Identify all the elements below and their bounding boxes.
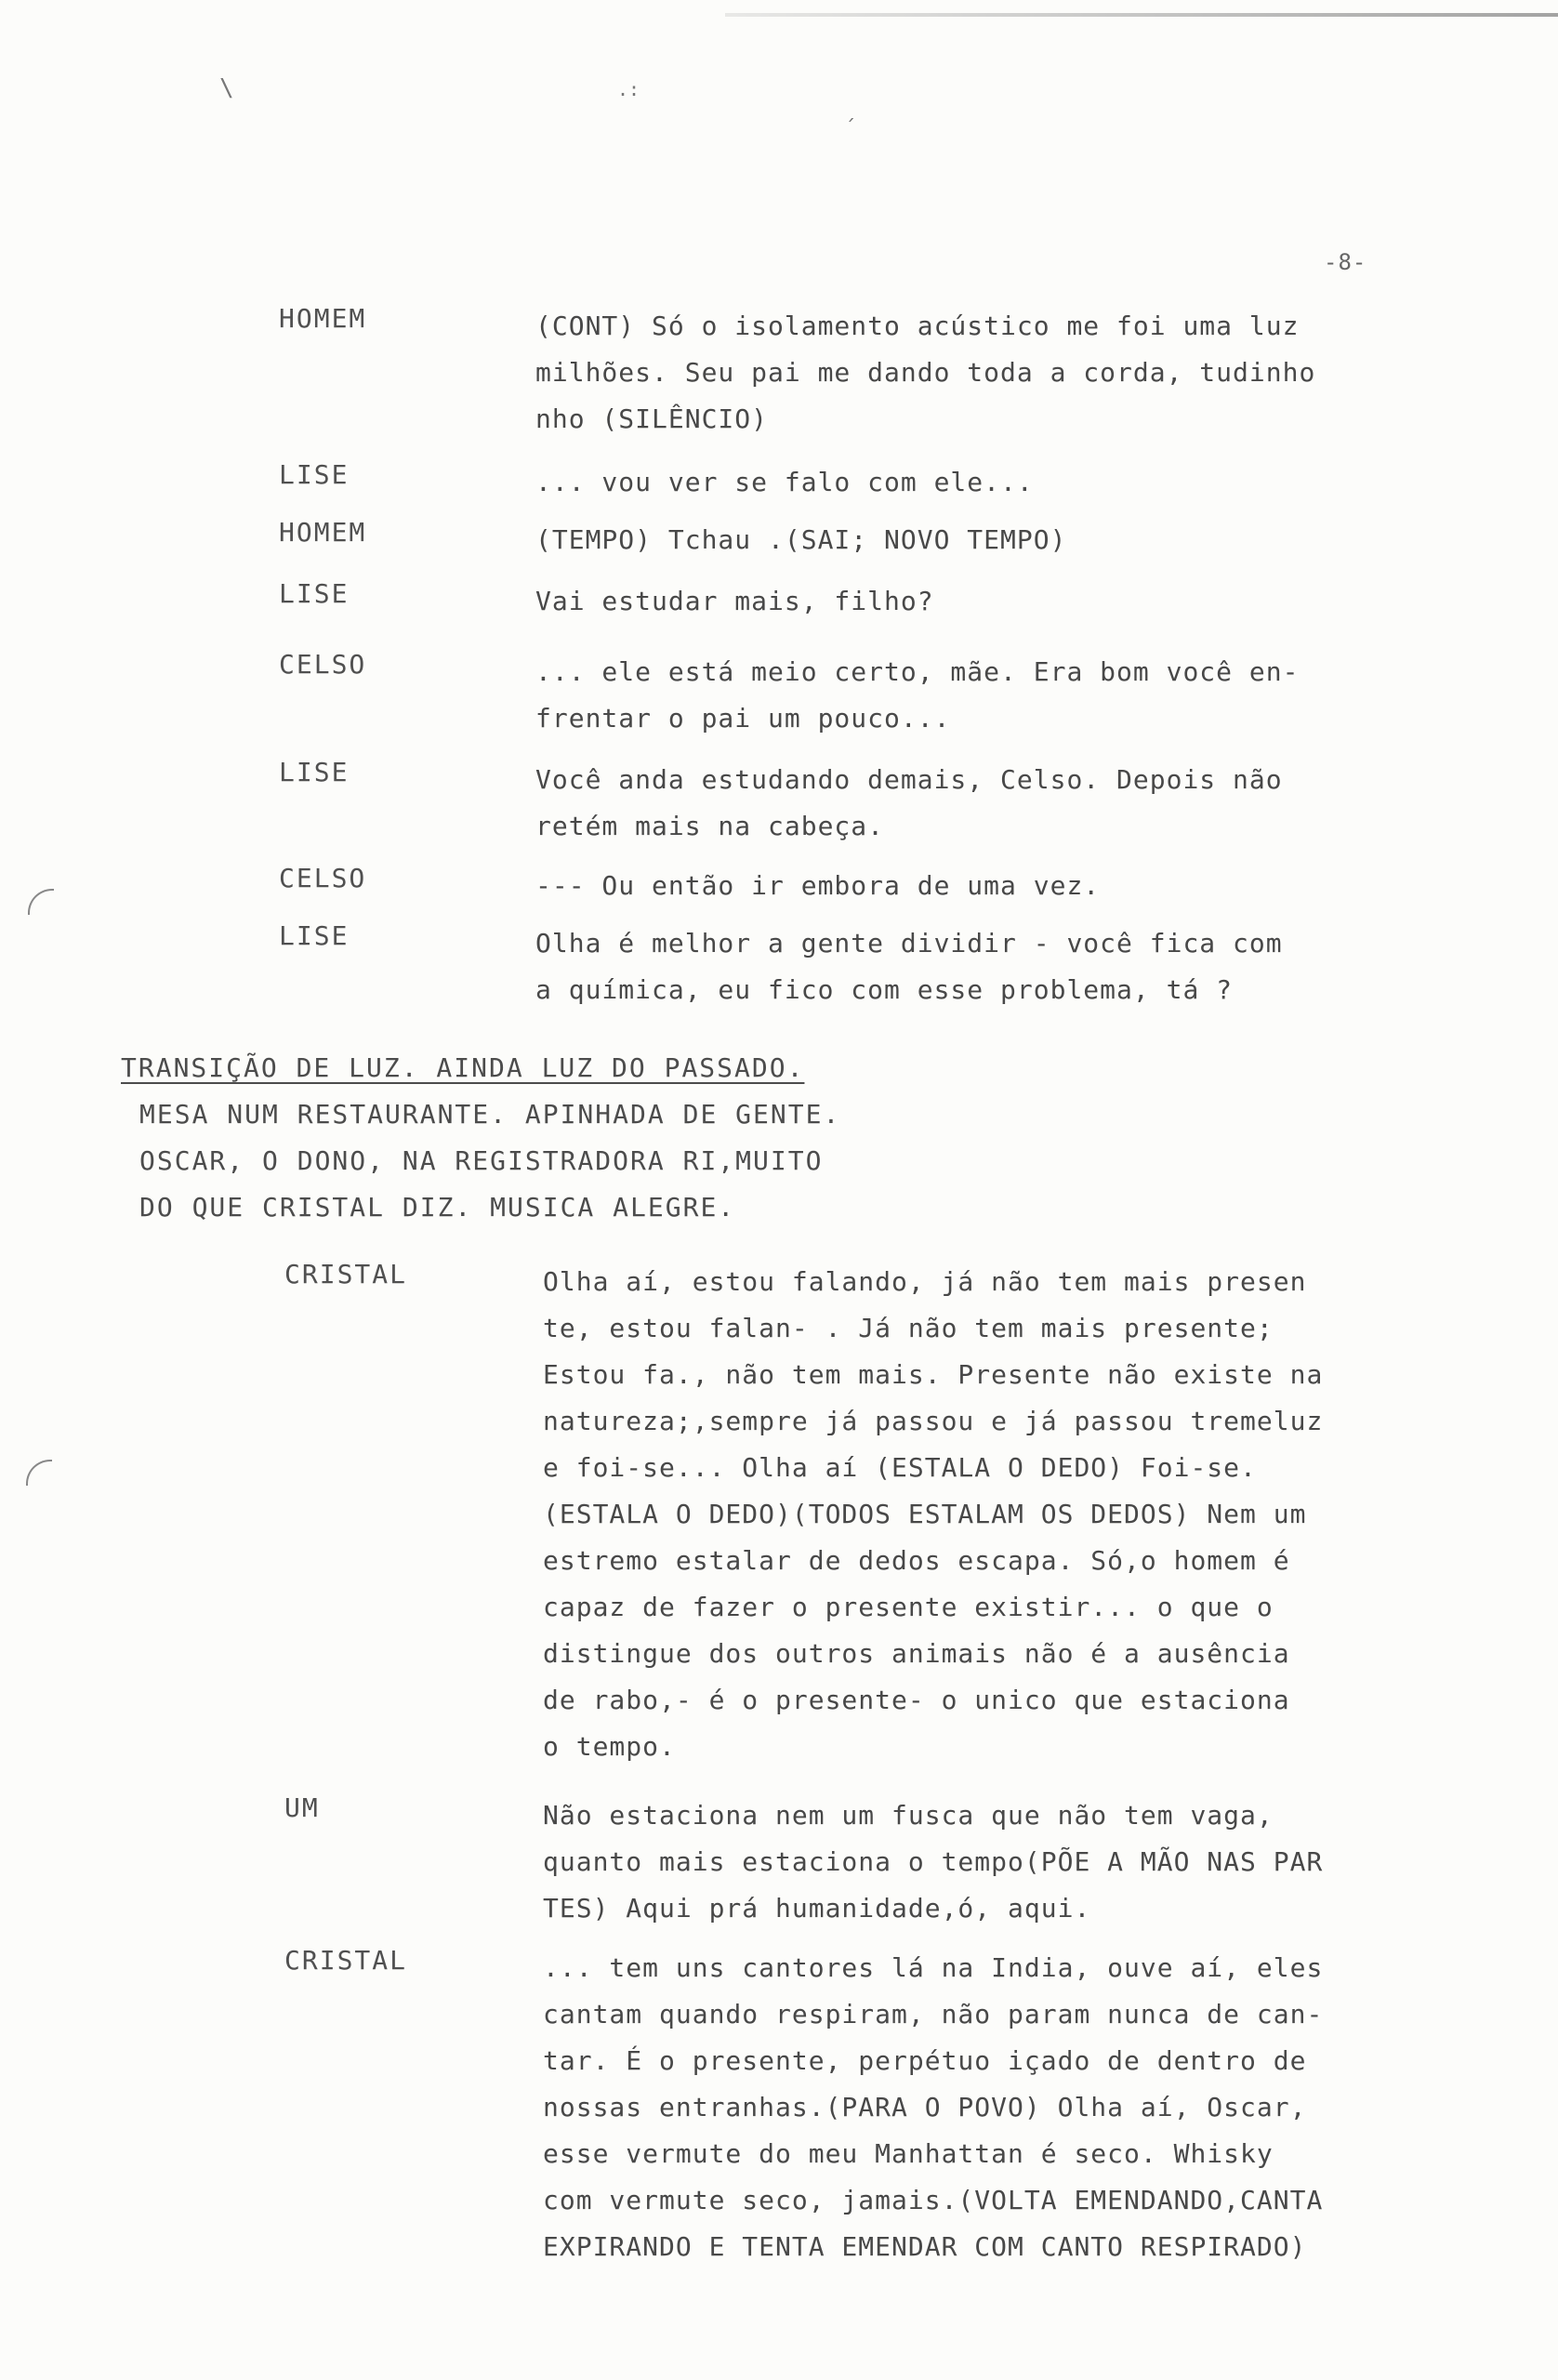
speaker-name: LISE	[279, 459, 350, 490]
speech-line: retém mais na cabeça.	[535, 811, 885, 841]
stage-direction-line: OSCAR, O DONO, NA REGISTRADORA RI,MUITO	[139, 1145, 824, 1176]
stray-mark: \	[219, 74, 234, 102]
speech-line: tar. É o presente, perpétuo içado de dentro de	[543, 2045, 1307, 2076]
speech-line: (CONT) Só o isolamento acústico me foi uma luz	[535, 311, 1300, 341]
speech-line: estremo estalar de dedos escapa. Só,o homem é	[543, 1545, 1290, 1576]
page-number: -8-	[1324, 249, 1367, 275]
stage-direction-line: TRANSIÇÃO DE LUZ. AINDA LUZ DO PASSADO.	[121, 1052, 805, 1083]
stray-mark: .:	[617, 78, 640, 100]
speech-line: ... vou ver se falo com ele...	[535, 467, 1034, 497]
speaker-name: UM	[284, 1792, 320, 1823]
speaker-name: CRISTAL	[284, 1945, 408, 1976]
speaker-name: HOMEM	[279, 517, 367, 548]
speech-text	[535, 459, 1034, 506]
speech-line: Olha é melhor a gente dividir - você fica com	[535, 928, 1283, 959]
stage-direction	[121, 1045, 1329, 1231]
speech-line: TES) Aqui prá humanidade,ó, aqui.	[543, 1893, 1091, 1924]
speech-text	[543, 1259, 1323, 1770]
speech-text	[535, 863, 1100, 909]
speech-line: Estou fa., não tem mais. Presente não existe na	[543, 1359, 1324, 1390]
speech-text	[535, 517, 1066, 563]
speech-line: Olha aí, estou falando, já não tem mais presen	[543, 1266, 1307, 1297]
speech-line: capaz de fazer o presente existir... o que o	[543, 1592, 1274, 1622]
speech-text	[535, 757, 1283, 850]
speech-line: a química, eu fico com esse problema, tá ?	[535, 974, 1234, 1005]
speech-line: natureza;,sempre já passou e já passou tremeluz	[543, 1406, 1324, 1436]
speech-line: --- Ou então ir embora de uma vez.	[535, 870, 1101, 901]
speech-text	[535, 578, 934, 625]
speech-text	[543, 1792, 1323, 1932]
speech-line: e foi-se... Olha aí (ESTALA O DEDO) Foi-se.	[543, 1452, 1257, 1483]
speech-line: quanto mais estaciona o tempo(PÕE A MÃO NAS PAR	[543, 1846, 1324, 1877]
speaker-name: LISE	[279, 578, 350, 609]
margin-mark	[26, 1460, 52, 1486]
speech-line: milhões. Seu pai me dando toda a corda, tudinho	[535, 357, 1316, 388]
margin-mark	[28, 889, 54, 915]
speech-line: Não estaciona nem um fusca que não tem vaga,	[543, 1800, 1274, 1831]
stray-mark: ´	[844, 117, 857, 140]
speaker-name: CRISTAL	[284, 1259, 408, 1289]
speech-line: cantam quando respiram, não param nunca de can-	[543, 1999, 1324, 2030]
speech-line: distingue dos outros animais não é a ausência	[543, 1638, 1290, 1669]
speech-line: Vai estudar mais, filho?	[535, 586, 934, 616]
speech-line: de rabo,- é o presente- o unico que estaciona	[543, 1685, 1290, 1715]
speech-line: nho (SILÊNCIO)	[535, 403, 769, 434]
speech-text	[535, 649, 1299, 742]
top-edge-rule	[725, 13, 1558, 17]
speech-line: o tempo.	[543, 1731, 676, 1762]
speech-line: (ESTALA O DEDO)(TODOS ESTALAM OS DEDOS) Nem um	[543, 1499, 1307, 1529]
speech-line: EXPIRANDO E TENTA EMENDAR COM CANTO RESPIRADO)	[543, 2231, 1307, 2262]
speech-line: nossas entranhas.(PARA O POVO) Olha aí, Oscar,	[543, 2092, 1307, 2122]
speech-line: frentar o pai um pouco...	[535, 703, 951, 734]
speaker-name: CELSO	[279, 863, 367, 893]
speech-text	[535, 920, 1283, 1013]
speech-line: Você anda estudando demais, Celso. Depois não	[535, 764, 1283, 795]
speech-line: ... ele está meio certo, mãe. Era bom você en-	[535, 656, 1300, 687]
speech-line: te, estou falan- . Já não tem mais presente;	[543, 1313, 1274, 1343]
speech-line: com vermute seco, jamais.(VOLTA EMENDANDO,CANTA	[543, 2185, 1324, 2215]
speaker-name: CELSO	[279, 649, 367, 680]
speech-text	[535, 303, 1315, 443]
speaker-name: LISE	[279, 757, 350, 787]
speaker-name: HOMEM	[279, 303, 367, 334]
speech-line: (TEMPO) Tchau .(SAI; NOVO TEMPO)	[535, 524, 1067, 555]
speech-line: esse vermute do meu Manhattan é seco. Whisky	[543, 2138, 1274, 2169]
stage-direction-line: DO QUE CRISTAL DIZ. MUSICA ALEGRE.	[139, 1192, 736, 1223]
speaker-name: LISE	[279, 920, 350, 951]
speech-line: ... tem uns cantores lá na India, ouve aí, eles	[543, 1952, 1324, 1983]
speech-text	[543, 1945, 1323, 2270]
stage-direction-line: MESA NUM RESTAURANTE. APINHADA DE GENTE.	[139, 1099, 841, 1130]
